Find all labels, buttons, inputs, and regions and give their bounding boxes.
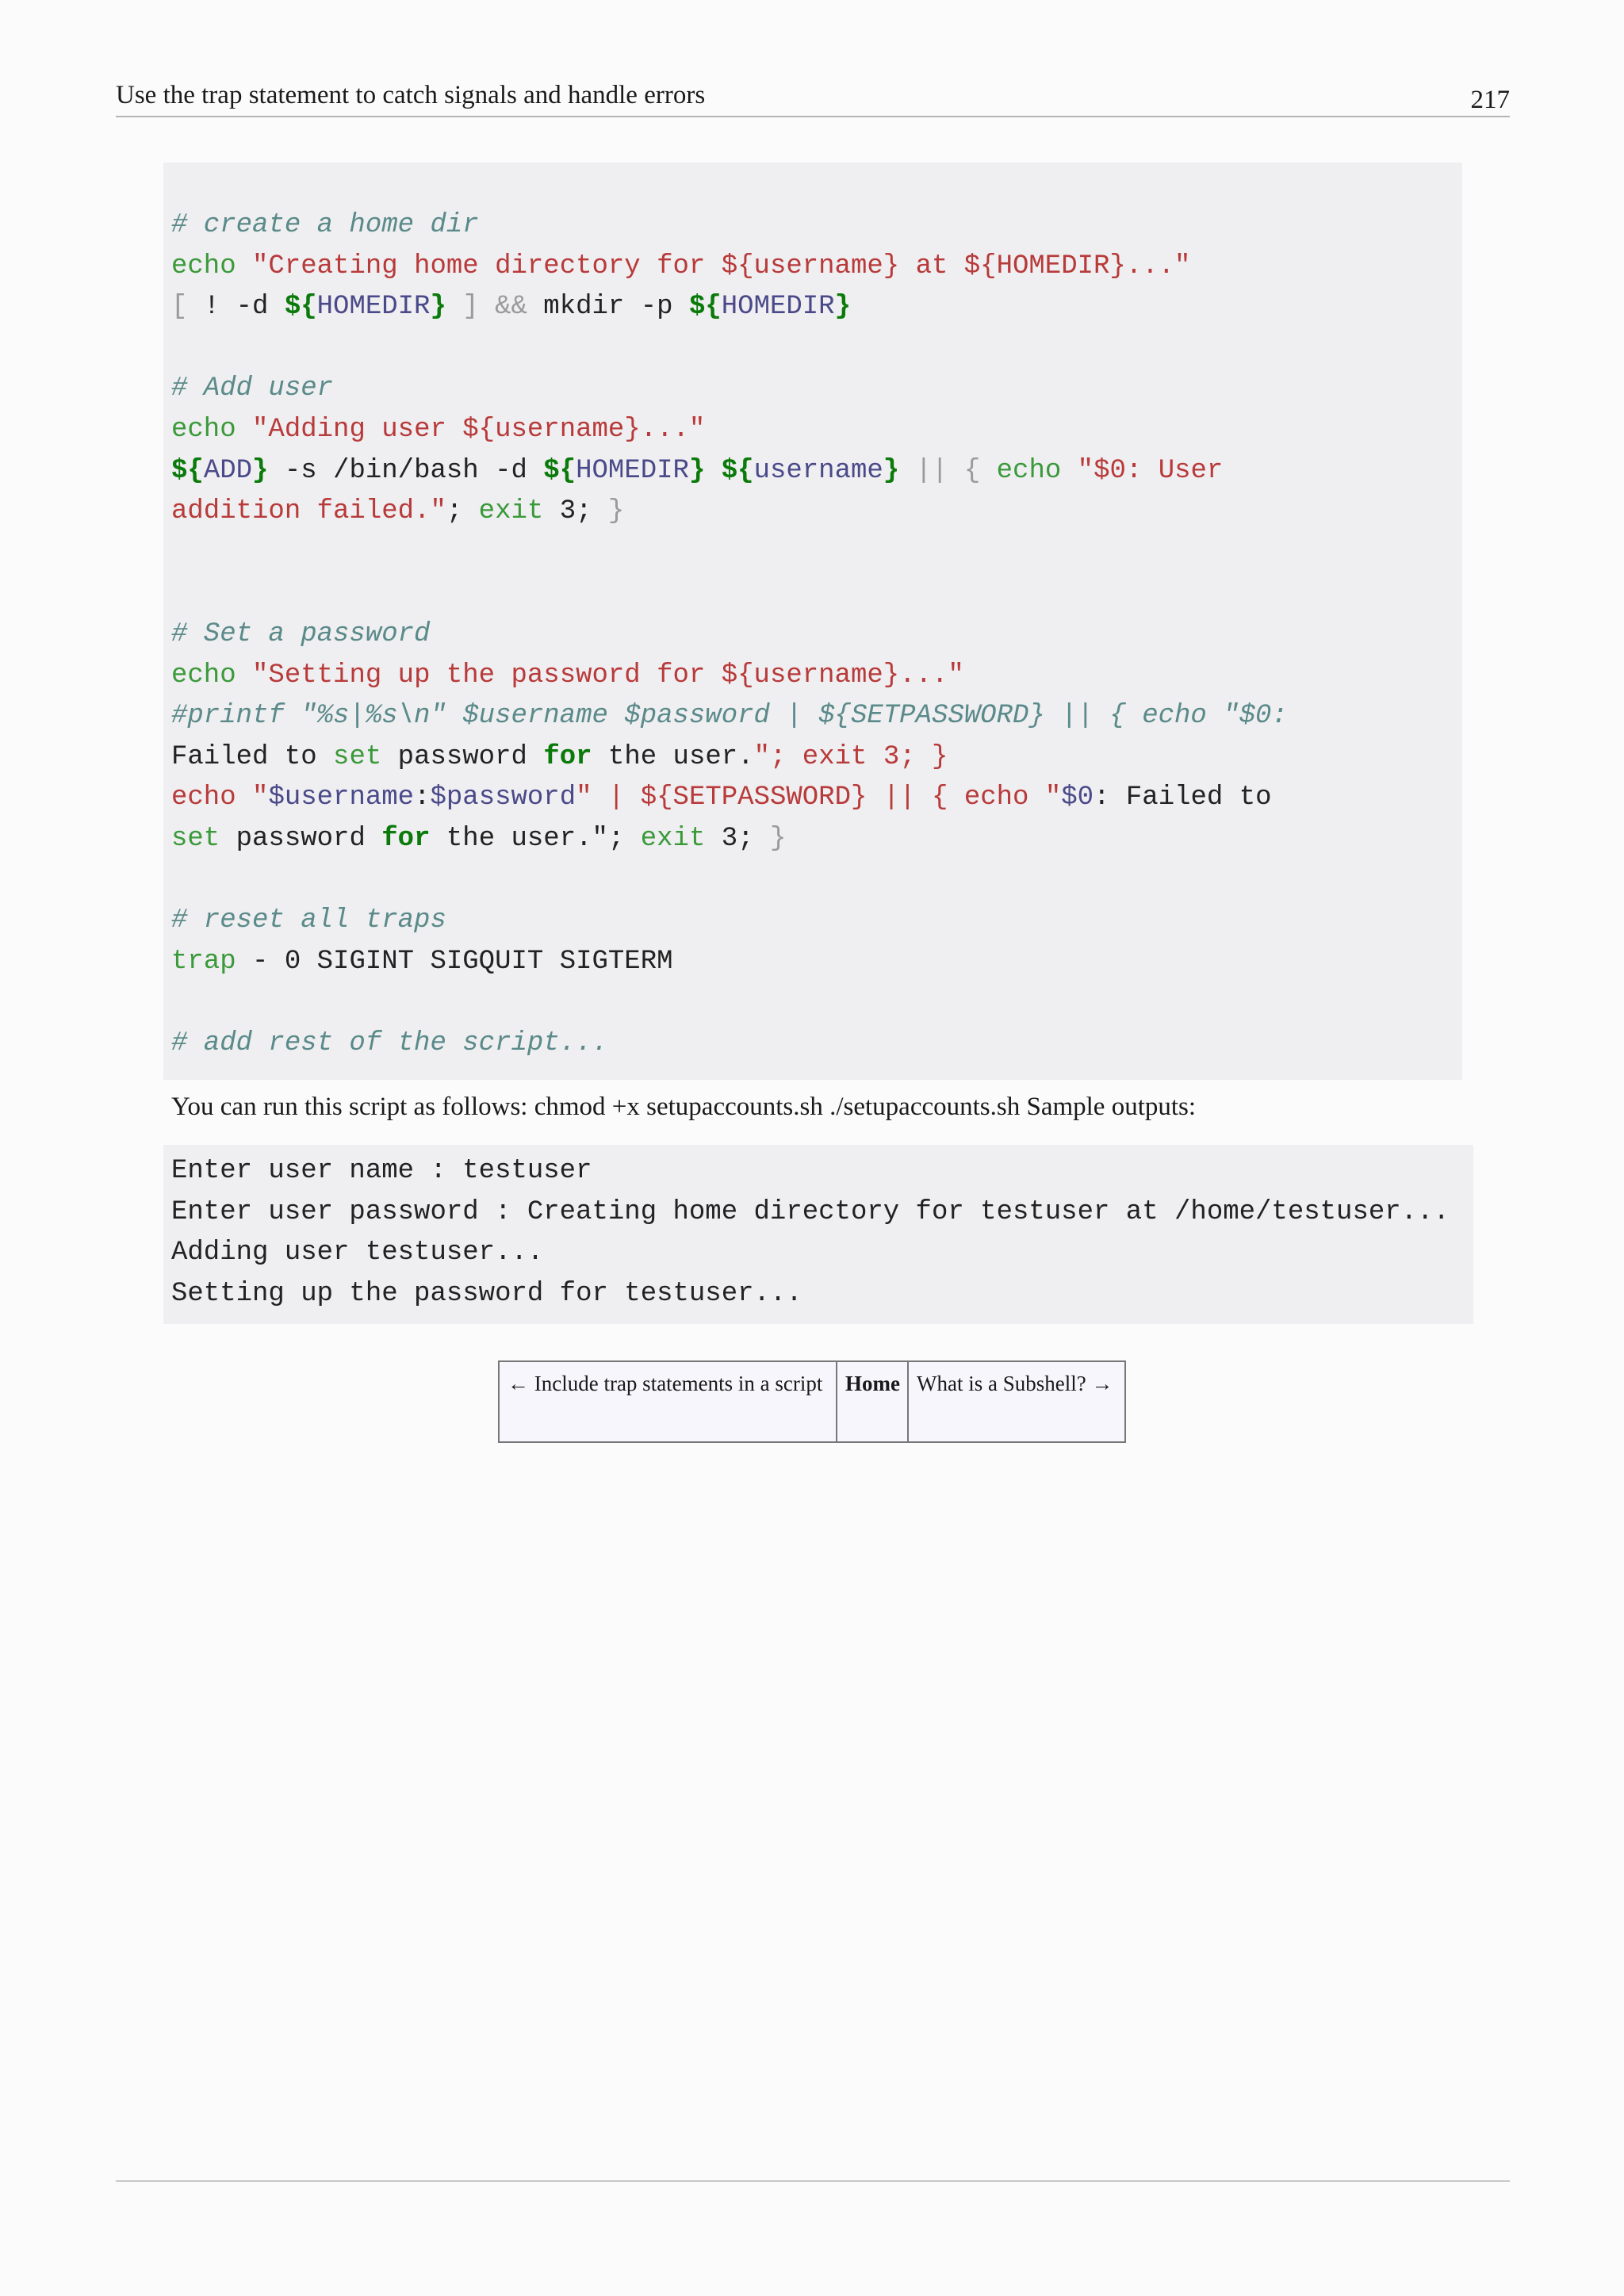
code-token: ${ bbox=[721, 455, 754, 486]
code-token: "Adding user ${username}..." bbox=[252, 414, 706, 445]
code-token: } bbox=[834, 292, 851, 323]
code-line bbox=[171, 328, 1462, 369]
output-line: Enter user password : Creating home directory for testuser at /home/testuser... bbox=[171, 1196, 1450, 1227]
code-token: # add rest of the script... bbox=[171, 1027, 608, 1058]
code-token bbox=[236, 415, 252, 445]
code-line bbox=[171, 1024, 1462, 1065]
code-line bbox=[171, 287, 1462, 328]
code-token: # Set a password bbox=[171, 618, 431, 649]
code-token bbox=[899, 456, 915, 486]
code-token: : bbox=[414, 783, 431, 813]
code-token bbox=[1061, 456, 1077, 486]
code-token bbox=[236, 783, 252, 813]
code-token: ADD bbox=[203, 455, 253, 486]
code-token: echo bbox=[963, 783, 1029, 813]
code-line bbox=[171, 533, 1462, 574]
header-title: Use the trap statement to catch signals and handle errors bbox=[116, 81, 706, 109]
code-line bbox=[171, 778, 1462, 819]
code-line bbox=[171, 819, 1462, 860]
code-token: || bbox=[883, 783, 916, 813]
code-token: } bbox=[688, 455, 706, 486]
code-token bbox=[236, 660, 252, 691]
code-token: $0 bbox=[1061, 783, 1094, 813]
code-token: ${ bbox=[284, 292, 317, 323]
code-token: exit bbox=[478, 496, 544, 527]
code-line bbox=[171, 860, 1462, 901]
page-number: 217 bbox=[1470, 86, 1510, 114]
code-line bbox=[171, 737, 1462, 779]
code-token bbox=[867, 783, 883, 813]
code-token: echo bbox=[996, 455, 1062, 486]
code-token: -s /bin/bash -d bbox=[268, 455, 544, 486]
code-token: echo bbox=[171, 414, 236, 445]
code-token: # create a home dir bbox=[171, 210, 479, 240]
output-line: Enter user name : testuser bbox=[171, 1156, 592, 1186]
code-line bbox=[171, 901, 1462, 942]
code-token: Failed to bbox=[171, 741, 334, 772]
code-token: ${ bbox=[688, 292, 722, 323]
code-token: the user. bbox=[592, 741, 754, 772]
code-token: " bbox=[576, 783, 592, 813]
code-token: | bbox=[607, 783, 625, 813]
previous-page-link[interactable]: ← Include trap statements in a script bbox=[500, 1362, 837, 1441]
code-token: echo bbox=[171, 783, 236, 813]
code-token: HOMEDIR bbox=[316, 292, 431, 323]
code-token: " bbox=[1044, 783, 1062, 813]
code-token: password bbox=[220, 823, 382, 854]
code-token: ${ bbox=[171, 455, 204, 486]
code-token bbox=[1028, 783, 1044, 813]
code-token: HOMEDIR bbox=[576, 455, 689, 486]
code-token: "$0: User bbox=[1077, 455, 1224, 486]
navigation-table bbox=[498, 1360, 1126, 1443]
code-token: $password bbox=[430, 783, 576, 813]
home-link[interactable]: Home bbox=[837, 1362, 909, 1441]
code-token: trap bbox=[171, 946, 236, 977]
code-token: HOMEDIR bbox=[721, 292, 835, 323]
code-token bbox=[624, 783, 640, 813]
code-token: echo bbox=[171, 660, 236, 691]
code-token bbox=[948, 456, 963, 486]
code-token: mkdir -p bbox=[527, 292, 689, 323]
sample-output-block bbox=[163, 1145, 1473, 1324]
code-token: } bbox=[607, 496, 625, 527]
code-token: " bbox=[252, 783, 269, 813]
output-line: Setting up the password for testuser... bbox=[171, 1278, 802, 1309]
code-token: # Add user bbox=[171, 373, 334, 404]
code-token: } bbox=[430, 292, 446, 323]
footer-rule bbox=[116, 2180, 1510, 2182]
next-page-link[interactable]: What is a Subshell? → bbox=[917, 1372, 1113, 1395]
code-line bbox=[171, 492, 1462, 533]
code-token: password bbox=[381, 741, 544, 772]
code-token bbox=[705, 456, 721, 486]
code-token: [ bbox=[171, 292, 188, 323]
code-token: ! -d bbox=[187, 292, 285, 323]
code-token: } bbox=[883, 455, 900, 486]
code-token: 3; bbox=[543, 496, 608, 527]
code-token: { bbox=[932, 783, 948, 813]
code-token bbox=[446, 292, 462, 322]
code-token: echo bbox=[171, 251, 236, 281]
code-token: : Failed to bbox=[1094, 783, 1272, 813]
code-line bbox=[171, 205, 1462, 247]
code-line bbox=[171, 410, 1462, 451]
code-token bbox=[916, 783, 932, 813]
code-token: the user."; bbox=[430, 823, 641, 854]
code-token bbox=[980, 456, 996, 486]
code-token bbox=[948, 783, 963, 813]
code-token: set bbox=[171, 823, 220, 854]
code-token: } bbox=[769, 823, 787, 854]
code-line bbox=[171, 369, 1462, 410]
code-block bbox=[163, 163, 1462, 1080]
code-token: ${SETPASSWORD} bbox=[640, 783, 868, 813]
code-token: for bbox=[543, 741, 592, 772]
code-token: # reset all traps bbox=[171, 905, 446, 936]
body-paragraph: You can run this script as follows: chmod +x setupaccounts.sh ./setupaccounts.sh Sample outputs: bbox=[171, 1093, 1197, 1121]
code-token: ] bbox=[462, 292, 479, 323]
code-line bbox=[171, 656, 1462, 697]
code-token: $username bbox=[268, 783, 415, 813]
code-token bbox=[592, 783, 608, 813]
code-token: "Creating home directory for ${username} at ${HOMEDIR}..." bbox=[252, 251, 1191, 281]
code-token: && bbox=[495, 292, 527, 323]
code-token bbox=[479, 292, 495, 322]
code-token: - 0 SIGINT SIGQUIT SIGTERM bbox=[236, 946, 673, 977]
code-line bbox=[171, 573, 1462, 614]
code-token: "; bbox=[753, 741, 802, 772]
code-token: "Setting up the password for ${username}..." bbox=[252, 660, 964, 691]
code-token: addition failed." bbox=[171, 496, 446, 527]
code-token: #printf "%s|%s\n" $username $password | ${SETPASSWORD} || { echo "$0: bbox=[171, 701, 1288, 732]
page-header bbox=[116, 76, 1510, 117]
code-line bbox=[171, 614, 1462, 656]
code-line bbox=[171, 247, 1462, 288]
code-token: ; bbox=[446, 496, 479, 527]
code-token: { bbox=[963, 455, 981, 486]
code-line bbox=[171, 942, 1462, 983]
code-token: exit bbox=[640, 823, 706, 854]
code-token: } bbox=[252, 455, 269, 486]
code-token: 3; bbox=[705, 823, 770, 854]
code-token: set bbox=[333, 741, 382, 772]
code-token: ${ bbox=[543, 455, 576, 486]
output-line: Adding user testuser... bbox=[171, 1238, 544, 1269]
code-token: username bbox=[753, 455, 883, 486]
code-line bbox=[171, 696, 1462, 737]
code-line bbox=[171, 982, 1462, 1024]
code-line bbox=[171, 451, 1462, 492]
code-token bbox=[236, 251, 252, 281]
code-token: } bbox=[932, 741, 948, 772]
code-token: for bbox=[381, 823, 431, 854]
code-token: || bbox=[915, 455, 948, 486]
code-token: exit 3; bbox=[802, 741, 933, 772]
